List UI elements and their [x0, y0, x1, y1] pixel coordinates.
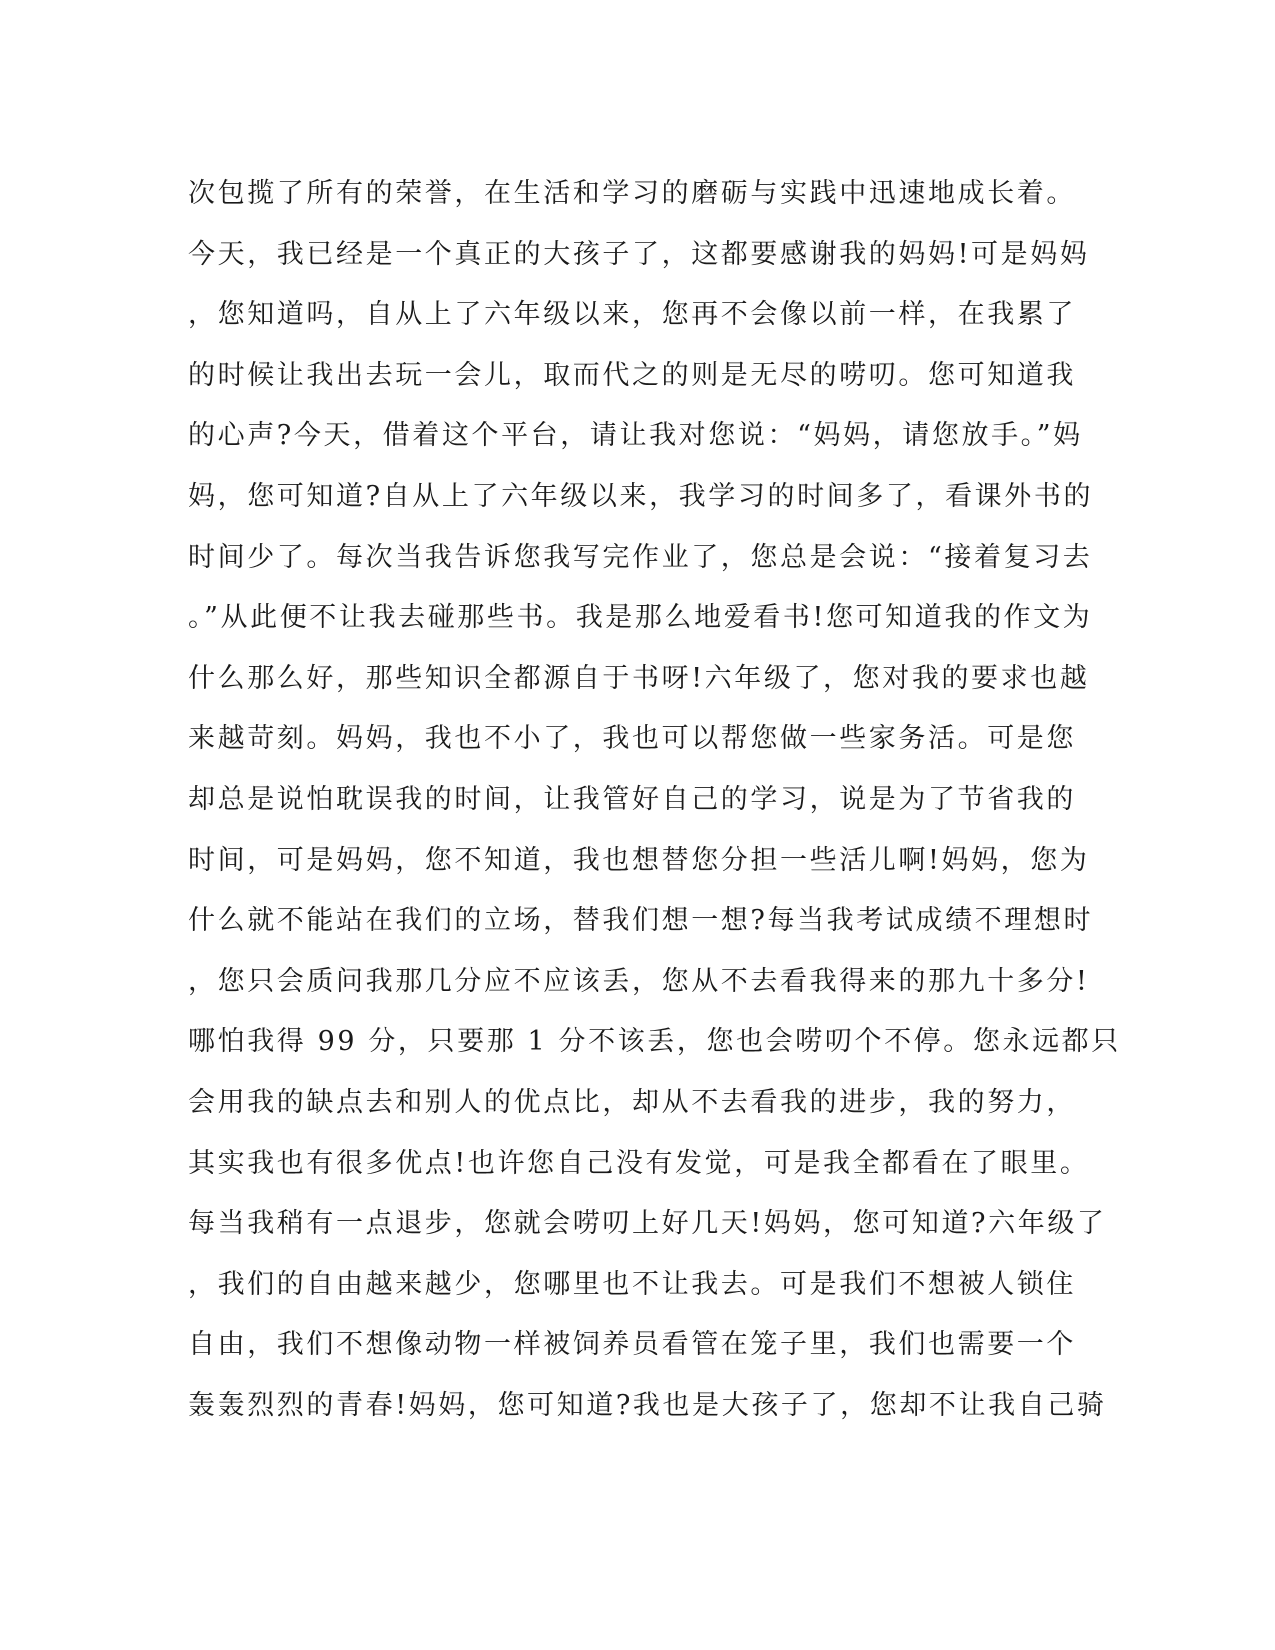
text-line: 来越苛刻。妈妈，我也不小了，我也可以帮您做一些家务活。可是您 — [188, 723, 1076, 755]
text-line: 会用我的缺点去和别人的优点比，却从不去看我的进步，我的努力， — [188, 1086, 1076, 1118]
text-line: 。”从此便不让我去碰那些书。我是那么地爱看书!您可知道我的作文为 — [188, 602, 1093, 634]
text-line: 自由，我们不想像动物一样被饲养员看管在笼子里，我们也需要一个 — [188, 1329, 1076, 1361]
text-line: 每当我稍有一点退步，您就会唠叨上好几天!妈妈，您可知道?六年级了 — [188, 1208, 1107, 1240]
text-line: 次包揽了所有的荣誉，在生活和学习的磨砺与实践中迅速地成长着。 — [188, 178, 1076, 209]
text-line: 今天，我已经是一个真正的大孩子了，这都要感谢我的妈妈!可是妈妈 — [188, 238, 1090, 270]
text-line: ，我们的自由越来越少，您哪里也不让我去。可是我们不想被人锁住 — [188, 1268, 1076, 1300]
text-line: 妈，您可知道?自从上了六年级以来，我学习的时间多了，看课外书的 — [188, 480, 1094, 512]
text-line: 什么那么好，那些知识全都源自于书呀!六年级了，您对我的要求也越 — [188, 662, 1090, 694]
text-line: 什么就不能站在我们的立场，替我们想一想?每当我考试成绩不理想时 — [188, 905, 1094, 937]
text-line: ，您知道吗，自从上了六年级以来，您再不会像以前一样，在我累了 — [188, 299, 1076, 331]
text-line: 时间，可是妈妈，您不知道，我也想替您分担一些活儿啊!妈妈，您为 — [188, 844, 1090, 876]
text-line: 轰轰烈烈的青春!妈妈，您可知道?我也是大孩子了，您却不让我自己骑 — [188, 1389, 1107, 1421]
text-line: 其实我也有很多优点!也许您自己没有发觉，可是我全都看在了眼里。 — [188, 1147, 1090, 1179]
text-line: 的心声?今天，借着这个平台，请让我对您说：“妈妈，请您放手。”妈 — [188, 420, 1083, 452]
body-text — [188, 164, 1121, 1436]
text-line: 哪怕我得 99 分，只要那 1 分不该丢，您也会唠叨个不停。您永远都只 — [188, 1026, 1121, 1058]
text-line: ，您只会质问我那几分应不应该丢，您从不去看我得来的那九十多分! — [188, 965, 1090, 997]
text-line: 却总是说怕耽误我的时间，让我管好自己的学习，说是为了节省我的 — [188, 783, 1076, 815]
text-line: 时间少了。每次当我告诉您我写完作业了，您总是会说：“接着复习去 — [188, 541, 1093, 573]
text-line: 的时候让我出去玩一会儿，取而代之的则是无尽的唠叨。您可知道我 — [188, 359, 1076, 391]
